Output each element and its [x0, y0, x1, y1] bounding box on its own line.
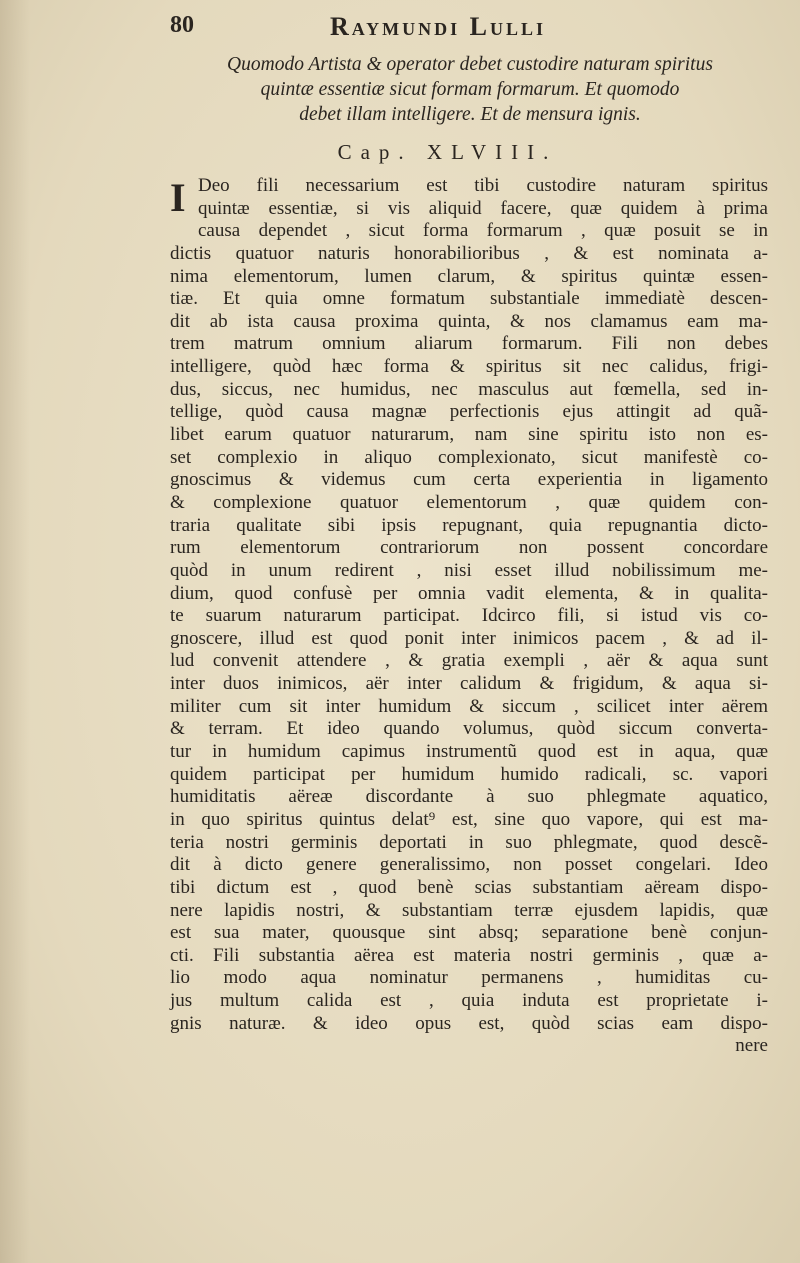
- page-number: 80: [170, 12, 194, 38]
- text-line: dium, quod confusè per omnia vadit elementa, & in qualita-: [170, 582, 768, 604]
- text-line: nere lapidis nostri, & substantiam terræ ejusdem lapidis, quæ: [170, 899, 768, 921]
- title-line: quintæ essentiæ sicut formam formarum. Et quomodo: [260, 79, 680, 100]
- text-line: lio modo aqua nominatur permanens , humiditas cu-: [170, 967, 768, 989]
- running-head: Raymundi Lulli: [330, 12, 546, 41]
- text-line: & complexione quatuor elementorum , quæ quidem con-: [170, 491, 768, 513]
- text-line: & terram. Et ideo quando volumus, quòd siccum converta-: [170, 718, 768, 740]
- text-line: inter duos inimicos, aër inter calidum & frigidum, & aqua si-: [170, 673, 768, 695]
- text-line: in quo spiritus quintus delat⁹ est, sine quo vapore, qui est ma-: [170, 808, 768, 830]
- body-text: [170, 175, 768, 1058]
- text-line: Deo fili necessarium est tibi custodire naturam spiritus: [198, 175, 768, 196]
- page-header: [170, 10, 650, 44]
- title-line: Quomodo Artista & operator debet custodire naturam spiritus: [227, 54, 713, 75]
- text-line: dus, siccus, nec humidus, nec masculus aut fœmella, sed in-: [170, 378, 768, 400]
- chapter-title: [190, 52, 750, 127]
- text-line: trem matrum omnium aliarum formarum. Fili non debes: [170, 333, 768, 355]
- chapter-heading: Cap. XLVIII.: [337, 140, 558, 164]
- text-line: jus multum calida est , quia induta est proprietate i-: [170, 990, 768, 1012]
- text-line: rum elementorum contrariorum non possent concordare: [170, 537, 768, 559]
- text-line: dit à dicto genere generalissimo, non posset congelari. Ideo: [170, 854, 768, 876]
- gutter-shadow: [0, 0, 30, 1263]
- text-line: lud convenit attendere , & gratia exempli , aër & aqua sunt: [170, 650, 768, 672]
- text-line: militer cum sit inter humidum & siccum , scilicet inter aërem: [170, 695, 768, 717]
- drop-cap: I: [170, 175, 186, 220]
- text-line: nima elementorum, lumen clarum, & spiritus quintæ essen-: [170, 265, 768, 287]
- text-line: est sua mater, quousque sint absq; separatione benè conjun-: [170, 922, 768, 944]
- text-line: tiæ. Et quia omne formatum substantiale immediatè descen-: [170, 288, 768, 310]
- text-line: tellige, quòd causa magnæ perfectionis ejus attingit ad quã-: [170, 401, 768, 423]
- text-line: quintæ essentiæ, si vis aliquid facere, quæ quidem à prima: [198, 197, 768, 219]
- text-line: cti. Fili substantia aërea est materia nostri germinis , quæ a-: [170, 944, 768, 966]
- text-line: gnis naturæ. & ideo opus est, quòd scias eam dispo-: [170, 1012, 768, 1034]
- title-line: debet illam intelligere. Et de mensura ignis.: [299, 104, 641, 125]
- text-line: libet earum quatuor naturarum, nam sine spiritu isto non es-: [170, 424, 768, 446]
- text-line: set complexio in aliquo complexionato, sicut manifestè co-: [170, 446, 768, 468]
- text-line: quidem participat per humidum humido radicali, sc. vapori: [170, 763, 768, 785]
- text-line: tibi dictum est , quod benè scias substantiam aëream dispo-: [170, 876, 768, 898]
- text-line: te suarum naturarum participat. Idcirco fili, si istud vis co-: [170, 605, 768, 627]
- text-line: gnoscere, illud est quod ponit inter inimicos pacem , & ad il-: [170, 627, 768, 649]
- text-line: dit ab ista causa proxima quinta, & nos clamamus eam ma-: [170, 310, 768, 332]
- text-line: traria qualitate sibi ipsis repugnant, quia repugnantia dicto-: [170, 514, 768, 536]
- text-line: tur in humidum capimus instrumentũ quod est in aqua, quæ: [170, 741, 768, 763]
- text-line: humiditatis aëreæ discordante à suo phlegmate aquatico,: [170, 786, 768, 808]
- text-line: intelligere, quòd hæc forma & spiritus sit nec calidus, frigi-: [170, 356, 768, 378]
- text-line: quòd in unum redirent , nisi esset illud nobilissimum me-: [170, 559, 768, 581]
- text-line: dictis quatuor naturis honorabilioribus , & est nominata a-: [170, 242, 768, 264]
- text-line: causa dependet , sicut forma formarum , quæ posuit se in: [198, 220, 768, 242]
- text-line: teria nostri germinis deportati in suo phlegmate, quod descẽ-: [170, 831, 768, 853]
- text-line: gnoscimus & videmus cum certa experientia in ligamento: [170, 469, 768, 491]
- text-line: nere: [735, 1035, 768, 1057]
